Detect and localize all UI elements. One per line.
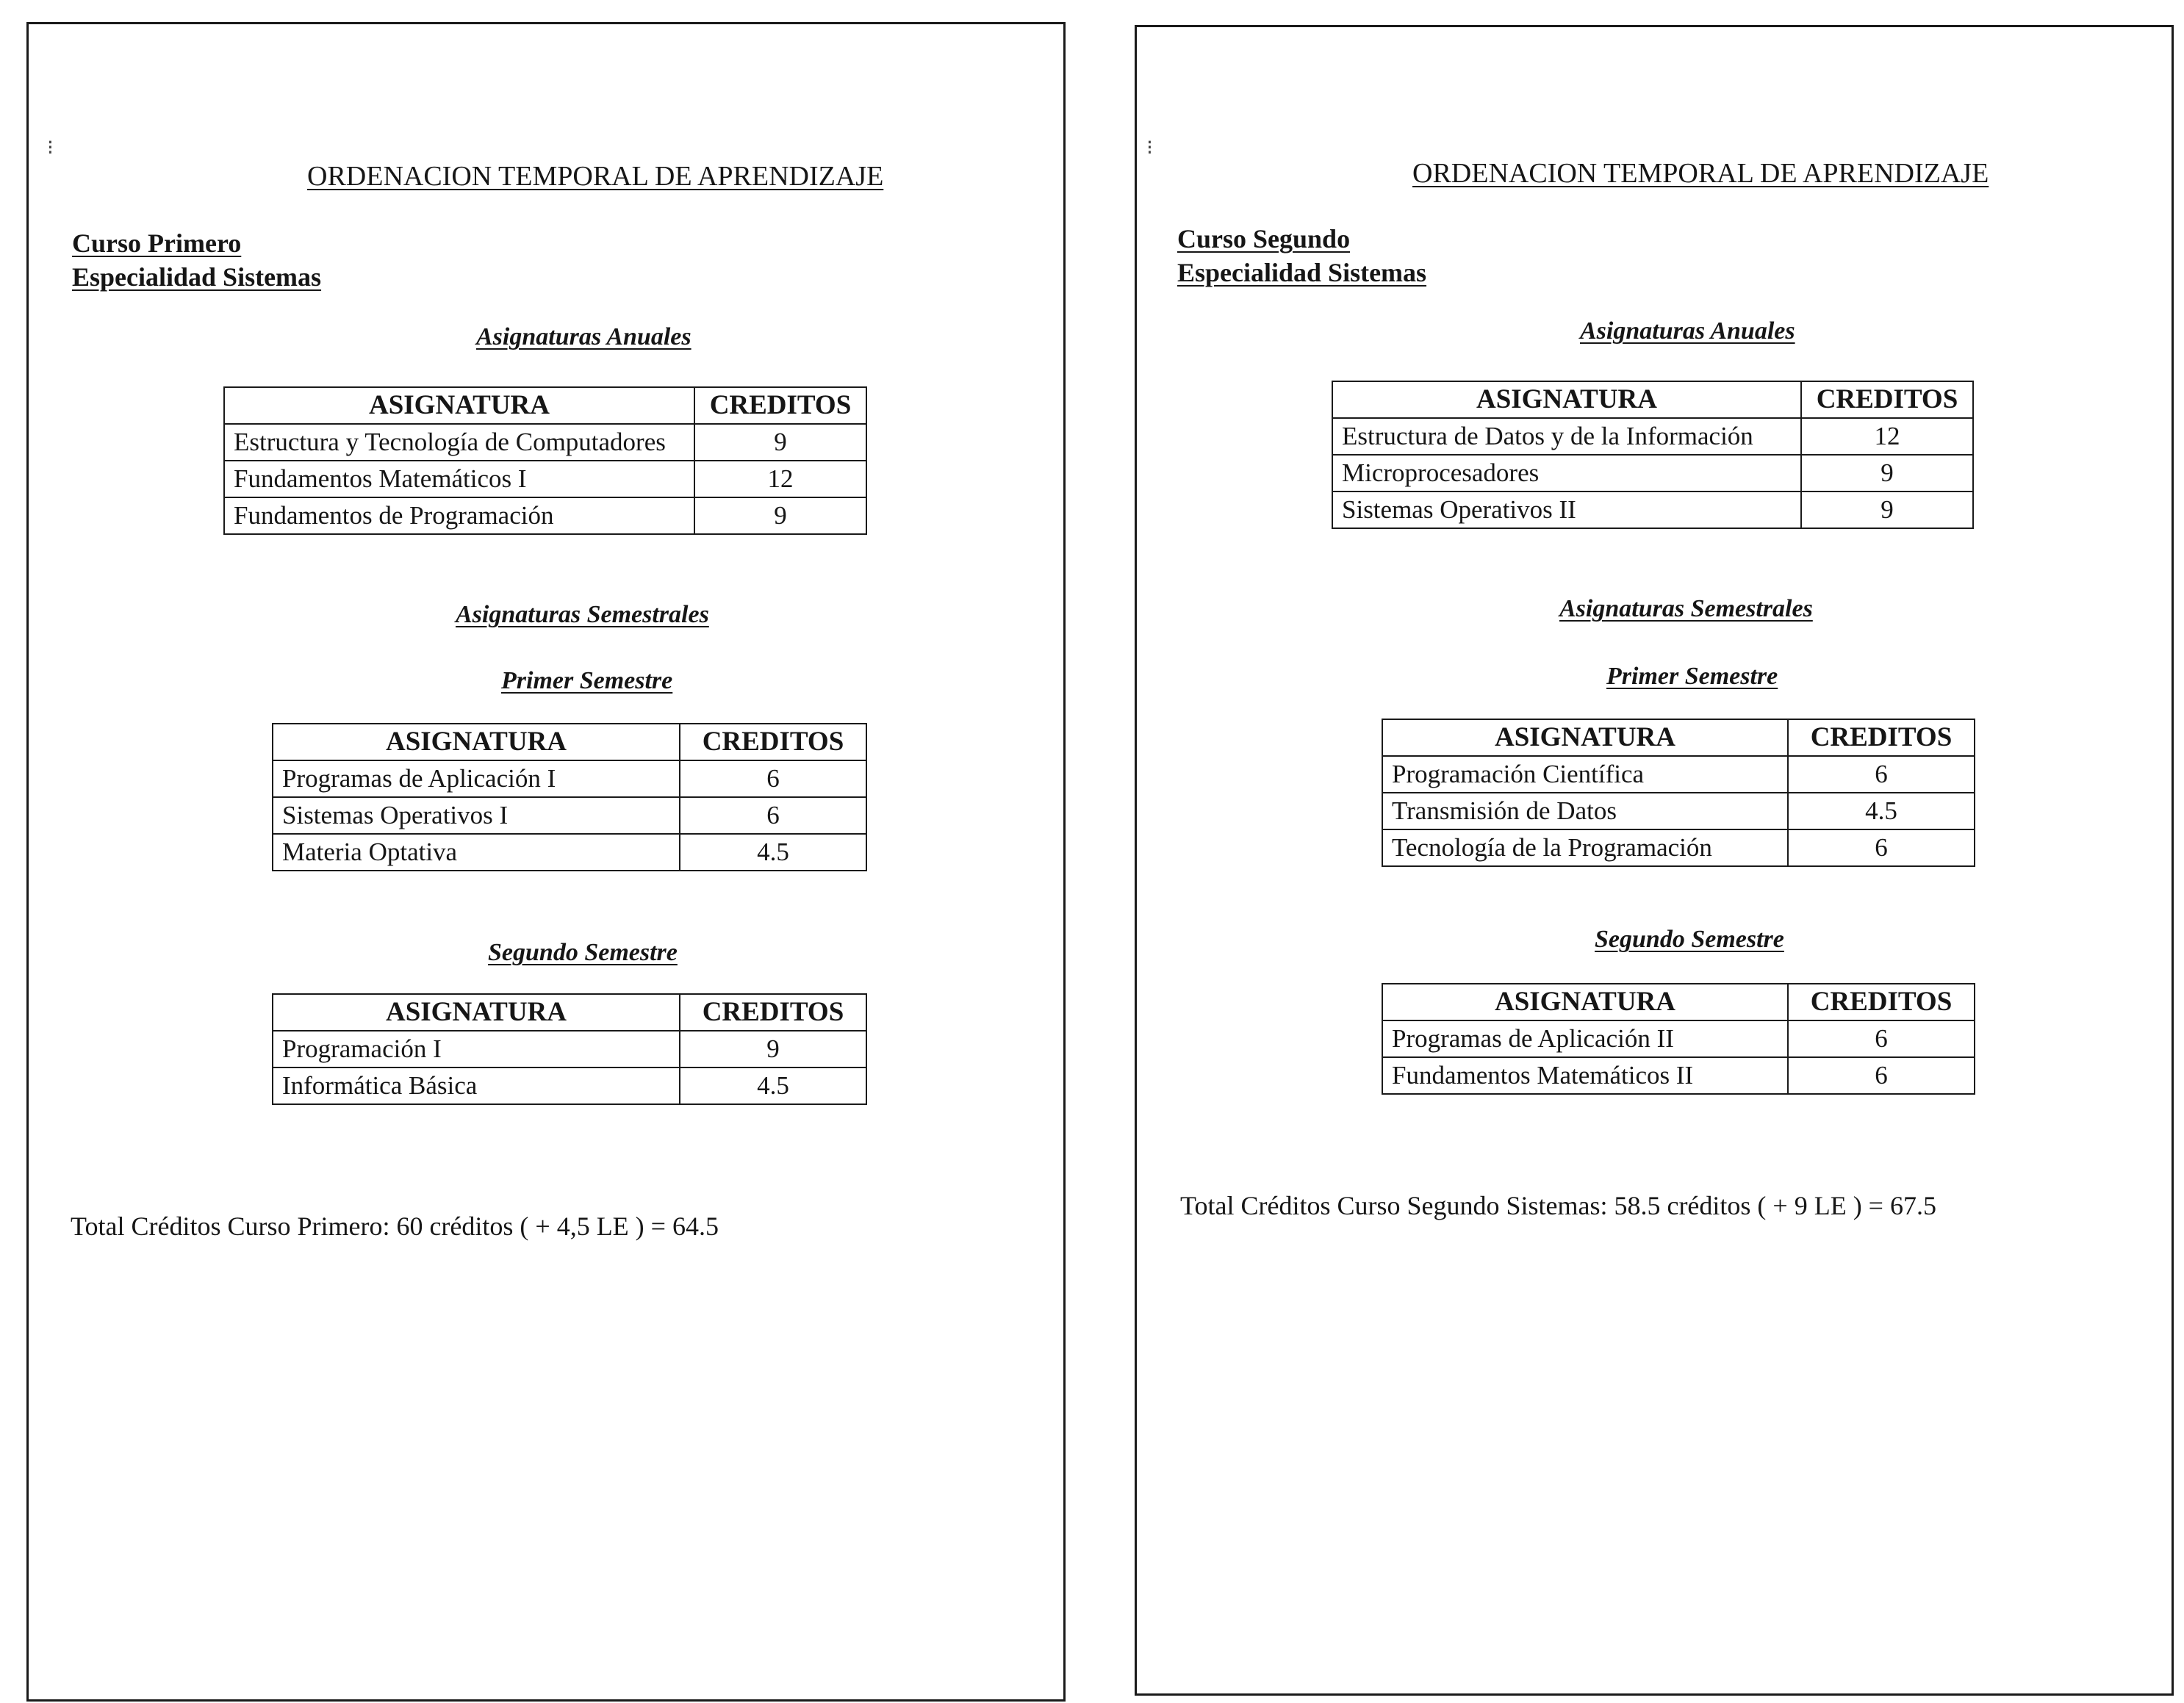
- subject-cell: Fundamentos Matemáticos II: [1382, 1057, 1788, 1094]
- credits-cell: 9: [680, 1031, 866, 1067]
- credits-cell: 12: [694, 461, 866, 497]
- total-credits: Total Créditos Curso Primero: 60 créditos ( + 4,5 LE ) = 64.5: [71, 1211, 719, 1241]
- table-row: [273, 760, 866, 797]
- col-subject-header: ASIGNATURA: [1332, 381, 1801, 418]
- second-semester-heading: Segundo Semestre: [1595, 926, 1784, 953]
- annual-heading: Asignaturas Anuales: [1580, 317, 1795, 345]
- table-header-row: [273, 724, 866, 760]
- credits-cell: 9: [694, 497, 866, 534]
- credits-cell: 12: [1801, 418, 1973, 455]
- col-credits-header: CREDITOS: [1801, 381, 1973, 418]
- subject-cell: Programación Científica: [1382, 756, 1788, 793]
- table-row: [1382, 793, 1975, 829]
- col-credits-header: CREDITOS: [680, 994, 866, 1031]
- credits-cell: 6: [1788, 829, 1975, 866]
- annual-subjects-table: [1332, 381, 1974, 529]
- table-row: [1332, 492, 1973, 528]
- credits-cell: 9: [1801, 492, 1973, 528]
- subject-cell: Programas de Aplicación II: [1382, 1020, 1788, 1057]
- course-heading: Curso Primero: [72, 228, 242, 258]
- first-semester-table: [1382, 719, 1975, 867]
- total-credits: Total Créditos Curso Segundo Sistemas: 58.5 créditos ( + 9 LE ) = 67.5: [1180, 1191, 1936, 1220]
- table-header-row: [224, 387, 866, 424]
- col-subject-header: ASIGNATURA: [1382, 984, 1788, 1020]
- col-credits-header: CREDITOS: [1788, 984, 1975, 1020]
- subject-cell: Informática Básica: [273, 1067, 680, 1104]
- credits-cell: 6: [680, 760, 866, 797]
- first-semester-table: [272, 723, 867, 871]
- annual-subjects-table: [223, 386, 867, 535]
- page-title: ORDENACION TEMPORAL DE APRENDIZAJE: [1412, 158, 1989, 189]
- table-row: [273, 797, 866, 834]
- specialty-heading: Especialidad Sistemas: [72, 262, 322, 292]
- table-row: [224, 497, 866, 534]
- subject-cell: Sistemas Operativos I: [273, 797, 680, 834]
- table-row: [273, 1067, 866, 1104]
- specialty-heading: Especialidad Sistemas: [1177, 258, 1427, 287]
- credits-cell: 6: [1788, 756, 1975, 793]
- subject-cell: Estructura de Datos y de la Información: [1332, 418, 1801, 455]
- scan-mark: ⁝: [1146, 137, 1153, 159]
- subject-cell: Programación I: [273, 1031, 680, 1067]
- col-subject-header: ASIGNATURA: [224, 387, 694, 424]
- credits-cell: 4.5: [1788, 793, 1975, 829]
- credits-cell: 6: [1788, 1020, 1975, 1057]
- second-semester-heading: Segundo Semestre: [488, 939, 678, 966]
- table-row: [1382, 756, 1975, 793]
- second-semester-table: [272, 993, 867, 1105]
- col-credits-header: CREDITOS: [694, 387, 866, 424]
- credits-cell: 4.5: [680, 1067, 866, 1104]
- semester-heading: Asignaturas Semestrales: [1559, 595, 1813, 622]
- credits-cell: 9: [694, 424, 866, 461]
- subject-cell: Sistemas Operativos II: [1332, 492, 1801, 528]
- table-row: [1382, 829, 1975, 866]
- annual-heading: Asignaturas Anuales: [476, 323, 692, 350]
- first-semester-heading: Primer Semestre: [1606, 663, 1778, 690]
- subject-cell: Transmisión de Datos: [1382, 793, 1788, 829]
- page-title: ORDENACION TEMPORAL DE APRENDIZAJE: [307, 161, 884, 192]
- table-header-row: [1382, 719, 1975, 756]
- col-subject-header: ASIGNATURA: [1382, 719, 1788, 756]
- table-row: [1332, 455, 1973, 492]
- col-credits-header: CREDITOS: [680, 724, 866, 760]
- table-row: [273, 834, 866, 871]
- table-row: [273, 1031, 866, 1067]
- table-row: [1382, 1057, 1975, 1094]
- credits-cell: 4.5: [680, 834, 866, 871]
- table-row: [1382, 1020, 1975, 1057]
- table-row: [1332, 418, 1973, 455]
- subject-cell: Fundamentos Matemáticos I: [224, 461, 694, 497]
- subject-cell: Programas de Aplicación I: [273, 760, 680, 797]
- semester-heading: Asignaturas Semestrales: [456, 601, 709, 628]
- table-header-row: [1332, 381, 1973, 418]
- second-semester-table: [1382, 983, 1975, 1095]
- subject-cell: Fundamentos de Programación: [224, 497, 694, 534]
- subject-cell: Tecnología de la Programación: [1382, 829, 1788, 866]
- subject-cell: Materia Optativa: [273, 834, 680, 871]
- table-header-row: [273, 994, 866, 1031]
- credits-cell: 6: [680, 797, 866, 834]
- subject-cell: Estructura y Tecnología de Computadores: [224, 424, 694, 461]
- subject-cell: Microprocesadores: [1332, 455, 1801, 492]
- table-row: [224, 461, 866, 497]
- first-semester-heading: Primer Semestre: [501, 667, 673, 694]
- table-row: [224, 424, 866, 461]
- col-credits-header: CREDITOS: [1788, 719, 1975, 756]
- table-header-row: [1382, 984, 1975, 1020]
- scan-mark: ⁝: [47, 137, 54, 159]
- col-subject-header: ASIGNATURA: [273, 994, 680, 1031]
- credits-cell: 6: [1788, 1057, 1975, 1094]
- course-heading: Curso Segundo: [1177, 224, 1351, 253]
- credits-cell: 9: [1801, 455, 1973, 492]
- col-subject-header: ASIGNATURA: [273, 724, 680, 760]
